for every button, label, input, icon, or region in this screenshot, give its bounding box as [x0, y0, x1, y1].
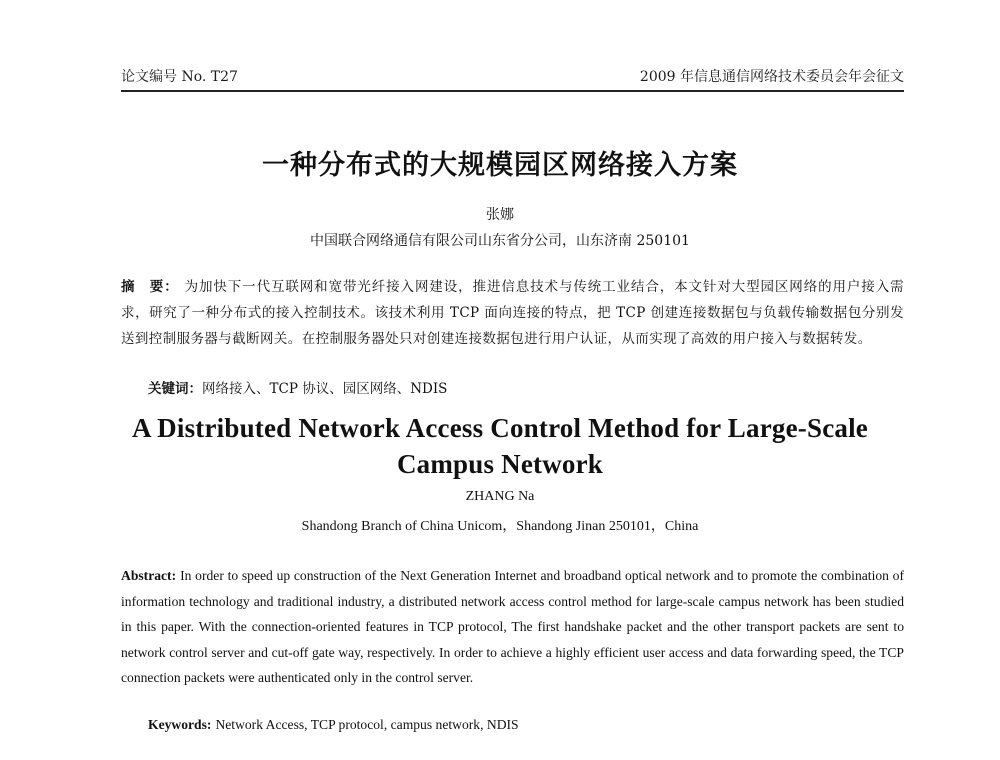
english-keywords — [148, 715, 904, 735]
page-header — [121, 66, 904, 86]
conference-name: 2009 年信息通信网络技术委员会年会征文 — [639, 69, 904, 85]
english-abstract — [121, 563, 904, 691]
chinese-abstract-text: 为加快下一代互联网和宽带光纤接入网建设，推进信息技术与传统工业结合，本文针对大型园区网络的用户接入需求，研究了一种分布式的接入控制技术。该技术利用 TCP 面向连接的特点，把 TCP 创建连接数据包与负载传输数据包分别发送到控制服务器与截断网关。在控制服务器处只对创建连接数据包进行用户认证，从而实现了高效的用户接入与数据转发。 — [121, 279, 904, 347]
chinese-keywords-label: 关键词： — [148, 381, 202, 397]
chinese-affiliation: 中国联合网络通信有限公司山东省分公司，山东济南 250101 — [310, 233, 690, 249]
paper-number: 论文编号 No. T27 — [121, 69, 238, 85]
header-rule — [121, 90, 904, 92]
chinese-title: 一种分布式的大规模园区网络接入方案 — [262, 150, 738, 181]
english-affiliation: Shandong Branch of China Unicom，Shandong Jinan 250101，China — [301, 519, 699, 534]
english-abstract-text: In order to speed up construction of the Next Generation Internet and broadband optical network and to promote the combination of information technology and traditional industry, a distributed network access control method for large-scale campus network has been studied in this paper. With the connection-oriented features in TCP protocol, The first handshake packet and the other transport packets are sent to network control server and cut-off gate way, respectively. In order to achieve a highly efficient user access and data forwarding speed, the TCP connection packets were authenticated only in the control server. — [121, 568, 904, 685]
english-author: ZHANG Na — [465, 489, 535, 504]
english-keywords-text: Network Access, TCP protocol, campus network, NDIS — [215, 717, 519, 732]
english-keywords-label: Keywords: — [148, 717, 212, 732]
english-abstract-label: Abstract: — [121, 568, 177, 583]
chinese-keywords-text: 网络接入、TCP 协议、园区网络、NDIS — [202, 381, 448, 397]
english-title: A Distributed Network Access Control Method for Large-Scale Campus Network — [132, 413, 868, 479]
chinese-author: 张娜 — [486, 207, 514, 223]
chinese-abstract-label: 摘 要： — [121, 279, 179, 295]
chinese-keywords — [148, 378, 904, 400]
chinese-abstract — [121, 274, 904, 352]
